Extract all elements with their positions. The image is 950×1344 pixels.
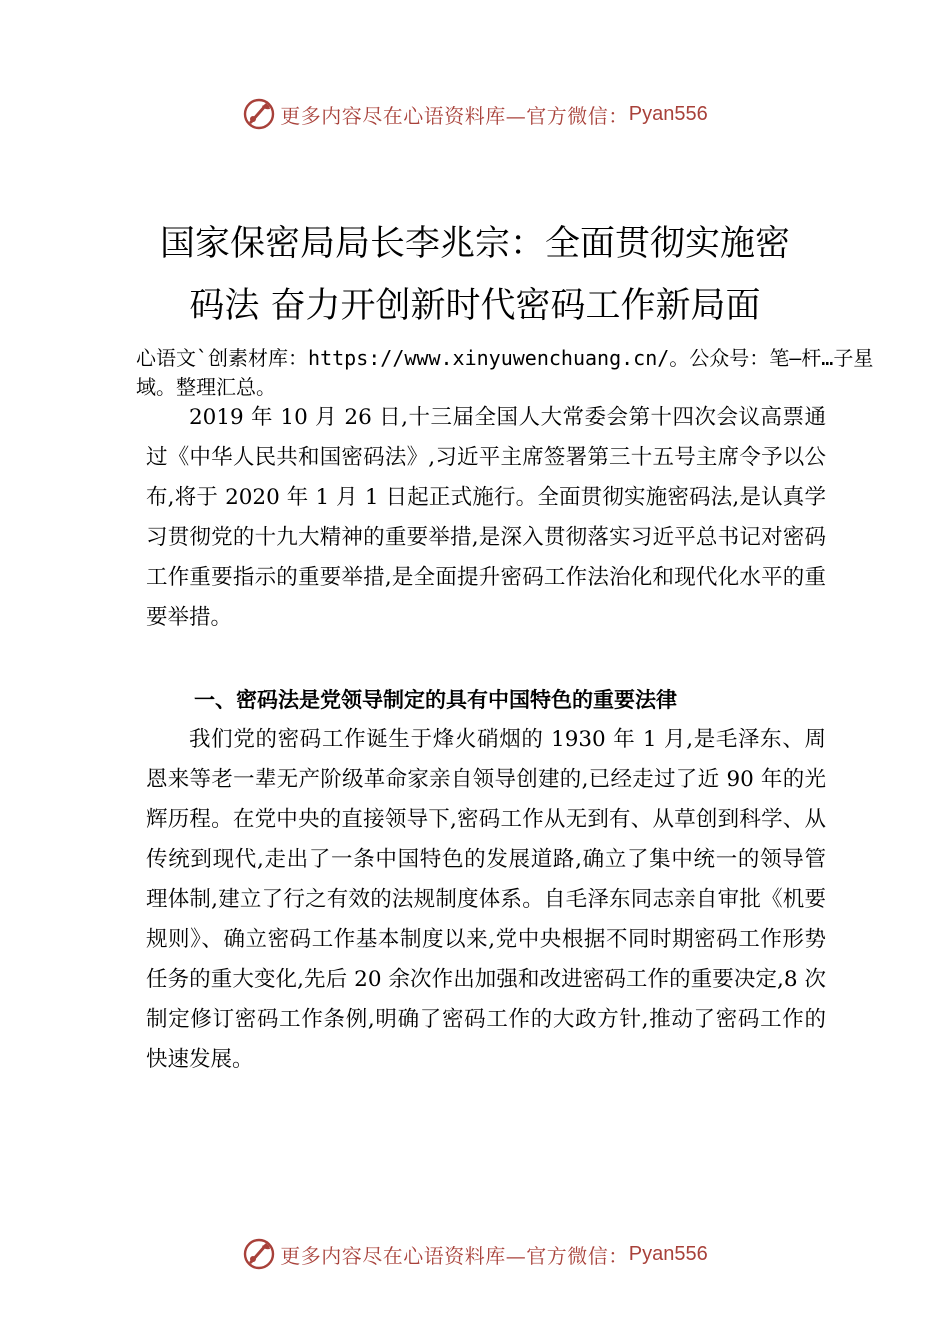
body-paragraph-1: 2019 年 10 月 26 日,十三届全国人大常委会第十四次会议高票通过《中华人民共和国密码法》,习近平主席签署第三十五号主席令予以公布,将于 2020 年 1 月 1 日起正式施行。全面贯彻实施密码法,是认真学习贯彻党的十九大精神的重要举措,是深入贯彻落实习近平总书记对密码工作重要指示的重要举措,是全面提升密码工作法治化和现代化水平的重要举措。 [146,405,826,630]
quill-seal-icon [242,1237,276,1271]
document-title-line-1: 国家保密局局长李兆宗：全面贯彻实施密 [159,224,790,264]
quill-seal-icon [242,97,276,131]
section-heading-1: 一、密码法是党领导制定的具有中国特色的重要法律 [194,688,677,712]
document-title-line-2: 码法 奋力开创新时代密码工作新局面 [189,286,761,326]
header-banner [0,92,950,136]
footer-banner [0,1232,950,1276]
body-paragraph-2: 我们党的密码工作诞生于烽火硝烟的 1930 年 1 月,是毛泽东、周恩来等老一辈无产阶级革命家亲自领导创建的,已经走过了近 90 年的光辉历程。在党中央的直接领导下,密码工作从无到有、从草创到科学、从传统到现代,走出了一条中国特色的发展道路,确立了集中统一的领导管理体制,建立了行之有效的法规制度体系。自毛泽东同志亲自审批《机要规则》、确立密码工作基本制度以来,党中央根据不同时期密码工作形势任务的重大变化,先后 20 余次作出加强和改进密码工作的重要决定,8 次制定修订密码工作条例,明确了密码工作的大政方针,推动了密码工作的快速发展。 [146,727,826,1072]
banner-brand-text: 更多内容尽在心语资料库—官方微信： [280,1243,629,1268]
banner-contact-id: Pyan556 [628,102,708,125]
source-note: 心语文`创素材库：https://www.xinyuwenchuang.cn/。公众号：笔—杆…子星域。整理汇总。 [136,346,874,399]
banner-contact-id: Pyan556 [628,1242,708,1265]
banner-brand-text: 更多内容尽在心语资料库—官方微信： [280,103,629,128]
